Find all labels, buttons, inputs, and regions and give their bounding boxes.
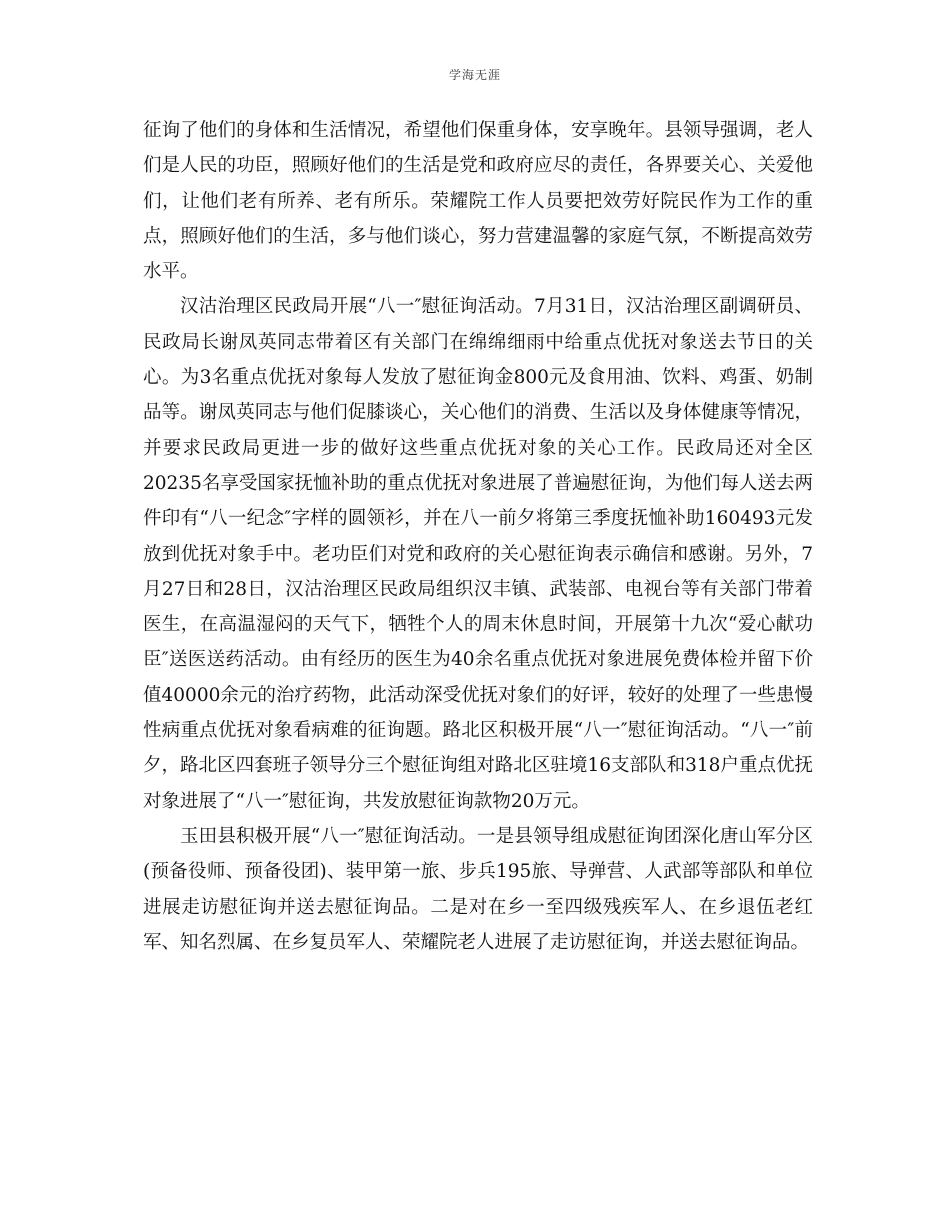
document-body	[143, 113, 813, 960]
paragraph-3: 玉田县积极开展“八一″慰征询活动。一是县领导组成慰征询团深化唐山军分区(预备役师、预备役团)、装甲第一旅、步兵195旅、导弹营、人武部等部队和单位进展走访慰征询并送去慰征询品。二是对在乡一至四级残疾军人、在乡退伍老红军、知名烈属、在乡复员军人、荣耀院老人进展了走访慰征询，并送去慰征询品。	[143, 825, 813, 953]
paragraph-2: 汉沽治理区民政局开展“八一″慰征询活动。7月31日，汉沽治理区副调研员、民政局长谢凤英同志带着区有关部门在绵绵细雨中给重点优抚对象送去节日的关心。为3名重点优抚对象每人发放了慰征询金800元及食用油、饮料、鸡蛋、奶制品等。谢凤英同志与他们促膝谈心，关心他们的消费、生活以及身体健康等情况，并要求民政局更进一步的做好这些重点优抚对象的关心工作。民政局还对全区20235名享受国家抚恤补助的重点优抚对象进展了普遍慰征询，为他们每人送去两件印有“八一纪念″字样的圆领衫，并在八一前夕将第三季度抚恤补助160493元发放到优抚对象手中。老功臣们对党和政府的关心慰征询表示确信和感谢。另外，7月27日和28日，汉沽治理区民政局组织汉丰镇、武装部、电视台等有关部门带着医生，在高温湿闷的天气下，牺牲个人的周末休息时间，开展第十九次“爱心献功臣″送医送药活动。由有经历的医生为40余名重点优抚对象进展免费体检并留下价值40000余元的治疗药物，此活动深受优抚对象们的好评，较好的处理了一些患慢性病重点优抚对象看病难的征询题。路北区积极开展“八一″慰征询活动。“八一″前夕，路北区四套班子领导分三个慰征询组对路北区驻境16支部队和318户重点优抚对象进展了“八一″慰征询，共发放慰征询款物20万元。	[143, 296, 813, 812]
page-header: 学海无涯	[448, 68, 501, 82]
paragraph-1: 征询了他们的身体和生活情况，希望他们保重身体，安享晚年。县领导强调，老人们是人民的功臣，照顾好他们的生活是党和政府应尽的责任，各界要关心、关爱他们，让他们老有所养、老有所乐。荣耀院工作人员要把效劳好院民作为工作的重点，照顾好他们的生活，多与他们谈心，努力营建温馨的家庭气氛，不断提高效劳水平。	[143, 120, 813, 283]
